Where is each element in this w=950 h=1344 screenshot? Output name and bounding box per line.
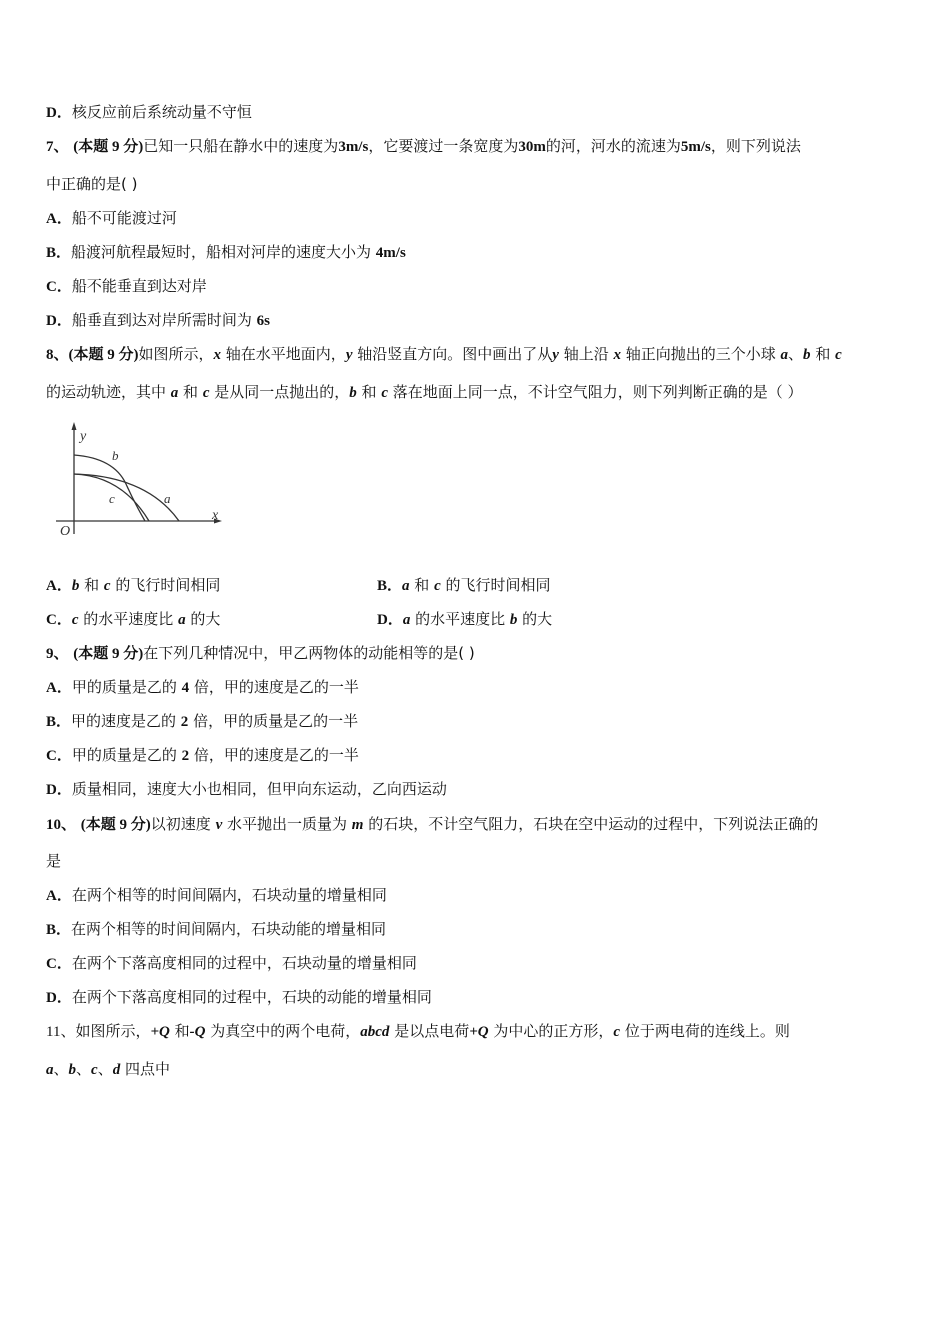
question-number: 9、 xyxy=(46,646,69,662)
stem-text: 在下列几种情况中，甲乙两物体的动能相等的是( ) xyxy=(143,644,475,662)
var-x: x xyxy=(213,347,222,363)
stem-text: 轴在水平地面内， xyxy=(221,345,346,363)
separator: 、 xyxy=(788,345,804,363)
option-text: 和 xyxy=(409,576,435,594)
q9-option-d xyxy=(46,779,447,800)
var-c: c xyxy=(835,347,842,363)
q10-stem-line1 xyxy=(46,814,818,835)
trajectory-diagram xyxy=(52,420,227,540)
option-label: D． xyxy=(377,612,403,628)
option-number: 2 xyxy=(181,748,190,764)
var: c xyxy=(71,612,79,628)
var-c: c xyxy=(202,385,210,401)
var-y: y xyxy=(552,347,559,363)
stem-text: 和 xyxy=(810,345,836,363)
option-text: 质量相同，速度大小也相同，但甲向东运动，乙向西运动 xyxy=(71,780,447,798)
positive-charge: +Q xyxy=(469,1024,489,1040)
stem-text: 如图所示， xyxy=(75,1022,151,1040)
var-a: a xyxy=(170,385,179,401)
var: c xyxy=(103,578,111,594)
var-a: a xyxy=(780,347,789,363)
var: a xyxy=(402,578,410,594)
option-text: 倍，甲的速度是乙的一半 xyxy=(189,678,359,696)
stem-text: 的运动轨迹，其中 xyxy=(46,383,171,401)
option-label: B． xyxy=(46,714,72,730)
separator: 、 xyxy=(97,1060,113,1078)
q7-option-d xyxy=(46,310,270,331)
separator: 、 xyxy=(76,1060,92,1078)
question-number: 7、 xyxy=(46,139,69,155)
stem-text: 和 xyxy=(169,1022,190,1040)
curve-label-c: c xyxy=(109,491,115,506)
stem-text: 已知一只船在静水中的速度为 xyxy=(143,137,339,155)
option-text: 的大 xyxy=(517,610,553,628)
q9-option-c xyxy=(46,745,359,766)
option-text: 在两个相等的时间间隔内，石块动能的增量相同 xyxy=(71,920,387,938)
option-text: 船垂直到达对岸所需时间为 xyxy=(71,311,257,329)
option-text: 倍，甲的速度是乙的一半 xyxy=(189,746,359,764)
trajectory-figure xyxy=(52,420,227,540)
var: c xyxy=(434,578,441,594)
option-text: 船渡河航程最短时，船相对河岸的速度大小为 xyxy=(71,243,376,261)
option-label: A． xyxy=(46,578,72,594)
curve-label-a: a xyxy=(164,491,171,506)
positive-charge: +Q xyxy=(150,1024,170,1040)
q10-stem-line2 xyxy=(46,851,61,871)
option-label: B． xyxy=(46,922,72,938)
q9-option-b xyxy=(46,711,358,732)
var-d: d xyxy=(112,1062,121,1078)
q8-option-b xyxy=(377,575,551,596)
stem-text: 水平抛出一质量为 xyxy=(222,815,352,833)
stem-text: ，它要渡过一条宽度为 xyxy=(368,137,519,155)
var-c: c xyxy=(381,385,388,401)
stem-text: 的石块，不计空气阻力，石块在空中运动的过程中，下列说法正确的 xyxy=(363,815,819,833)
q11-stem-line2 xyxy=(46,1059,170,1080)
option-label: A． xyxy=(46,680,72,696)
stem-text: 是 xyxy=(46,852,62,870)
q7-stem-line2 xyxy=(46,174,137,194)
stem-text: 轴正向抛出的三个小球 xyxy=(620,345,781,363)
option-label: C． xyxy=(46,956,72,972)
stem-text: 是从同一点抛出的， xyxy=(209,383,350,401)
var: b xyxy=(71,578,80,594)
var-abcd: abcd xyxy=(360,1024,390,1040)
stem-text: 落在地面上同一点，不计空气阻力，则下列判断正确的是（ ） xyxy=(388,383,803,401)
var-a: a xyxy=(46,1062,54,1078)
stem-text: 的河，河水的流速为 xyxy=(545,137,681,155)
option-text: 核反应前后系统动量不守恒 xyxy=(71,103,252,121)
option-text: 在两个相等的时间间隔内，石块动量的增量相同 xyxy=(71,886,387,904)
negative-charge: -Q xyxy=(189,1024,206,1040)
stem-text: 中正确的是( ) xyxy=(46,175,138,193)
q10-option-d xyxy=(46,987,432,1008)
question-score: (本题 9 分) xyxy=(68,347,139,363)
var-y: y xyxy=(345,347,353,363)
curve-label-b: b xyxy=(112,448,119,463)
option-text: 和 xyxy=(79,576,104,594)
q6-option-d xyxy=(46,102,252,123)
stem-text: ，则下列说法 xyxy=(710,137,801,155)
var-x: x xyxy=(613,347,621,363)
option-text: 船不可能渡过河 xyxy=(71,209,177,227)
separator: 、 xyxy=(53,1060,69,1078)
question-score: (本题 9 分) xyxy=(73,139,144,155)
stem-text: 为中心的正方形， xyxy=(488,1022,614,1040)
var-c: c xyxy=(613,1024,621,1040)
option-text: 在两个下落高度相同的过程中，石块的动能的增量相同 xyxy=(71,988,432,1006)
option-label: B． xyxy=(46,245,72,261)
axis-y-label: y xyxy=(80,429,87,444)
var-v: v xyxy=(215,817,223,833)
stem-text: 和 xyxy=(178,383,203,401)
q10-option-b xyxy=(46,919,386,940)
var: a xyxy=(402,612,411,628)
q10-option-c xyxy=(46,953,417,974)
axis-x-label: x xyxy=(212,508,219,523)
option-text: 的飞行时间相同 xyxy=(440,576,551,594)
q7-option-a xyxy=(46,208,177,229)
option-label: B． xyxy=(377,578,403,594)
q8-option-c xyxy=(46,609,220,630)
var-m: m xyxy=(351,817,364,833)
option-label: C． xyxy=(46,612,72,628)
stem-text: 轴上沿 xyxy=(558,345,614,363)
boat-speed: 3m/s xyxy=(338,139,369,155)
var-b: b xyxy=(803,347,811,363)
stem-text: 轴沿竖直方向。图中画出了从 xyxy=(352,345,553,363)
q8-option-d xyxy=(377,609,552,630)
option-label: D． xyxy=(46,313,72,329)
option-label: D． xyxy=(46,782,72,798)
river-width: 30m xyxy=(518,139,546,155)
q8-stem-line2 xyxy=(46,382,803,403)
option-text: 的飞行时间相同 xyxy=(110,576,221,594)
option-label: D． xyxy=(46,105,72,121)
question-number: 11、 xyxy=(46,1024,76,1040)
stem-text: 是以点电荷 xyxy=(389,1022,470,1040)
option-label: D． xyxy=(46,990,72,1006)
option-value: 6s xyxy=(256,313,270,329)
q9-stem xyxy=(46,643,475,664)
option-number: 4 xyxy=(181,680,190,696)
var-b: b xyxy=(68,1062,77,1078)
stem-text: 为真空中的两个电荷， xyxy=(205,1022,361,1040)
option-label: A． xyxy=(46,888,72,904)
option-text: 甲的质量是乙的 xyxy=(71,678,182,696)
option-label: A． xyxy=(46,211,72,227)
option-number: 2 xyxy=(180,714,189,730)
option-text: 船不能垂直到达对岸 xyxy=(71,277,207,295)
origin-label: O xyxy=(60,524,71,539)
q9-option-a xyxy=(46,677,359,698)
var-b: b xyxy=(349,385,357,401)
var: a xyxy=(178,612,186,628)
q8-option-a xyxy=(46,575,220,596)
stem-text: 四点中 xyxy=(120,1060,170,1078)
option-text: 甲的质量是乙的 xyxy=(71,746,182,764)
q10-option-a xyxy=(46,885,387,906)
option-text: 的大 xyxy=(185,610,221,628)
option-text: 在两个下落高度相同的过程中，石块动量的增量相同 xyxy=(71,954,417,972)
question-number: 10、 xyxy=(46,817,77,833)
option-text: 的水平速度比 xyxy=(410,610,510,628)
q7-stem-line1 xyxy=(46,136,801,157)
var-c: c xyxy=(91,1062,98,1078)
var: b xyxy=(509,612,518,628)
stem-text: 和 xyxy=(356,383,382,401)
water-speed: 5m/s xyxy=(680,139,711,155)
option-value: 4m/s xyxy=(375,245,406,261)
q11-stem-line1 xyxy=(46,1021,790,1042)
option-label: C． xyxy=(46,748,72,764)
option-text: 倍，甲的质量是乙的一半 xyxy=(188,712,359,730)
stem-text: 位于两电荷的连线上。则 xyxy=(620,1022,790,1040)
option-text: 的水平速度比 xyxy=(78,610,179,628)
question-score: (本题 9 分) xyxy=(73,646,144,662)
q8-stem-line1 xyxy=(46,344,842,365)
q7-option-c xyxy=(46,276,207,297)
option-text: 甲的速度是乙的 xyxy=(71,712,181,730)
question-number: 8、 xyxy=(46,347,69,363)
question-score: (本题 9 分) xyxy=(80,817,151,833)
stem-text: 如图所示， xyxy=(138,345,214,363)
q7-option-b xyxy=(46,242,406,263)
stem-text: 以初速度 xyxy=(150,815,216,833)
option-label: C． xyxy=(46,279,72,295)
